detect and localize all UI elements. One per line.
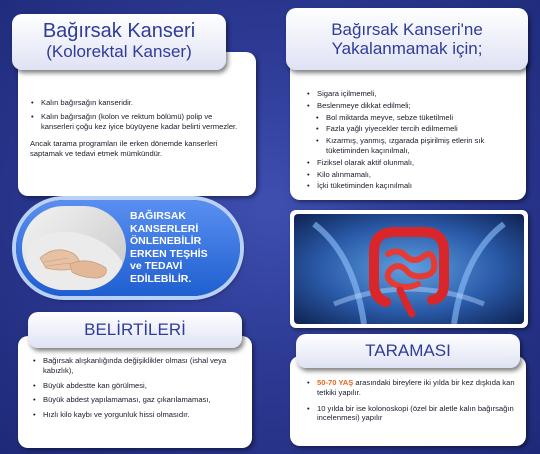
promo-line: ve TEDAVİ <box>130 260 183 272</box>
screening-content <box>306 378 518 427</box>
abdomen-hands-illustration <box>22 206 126 290</box>
promo-line: ÖNLENEBİLİR <box>130 235 202 247</box>
prevention-title-box <box>286 8 528 70</box>
intro-item: • Kalın bağırsağın kanseridir. <box>30 98 246 108</box>
symptom-item: • Bağırsak alışkanlığında değişiklikler olması (ishal veya kabızlık), <box>32 356 244 376</box>
prevention-subitem: • Kızarmış, yanmış, ızgarada pişirilmiş etlerin sık tüketiminden kaçınılmalı, <box>315 136 518 156</box>
age-range-highlight: 50-70 YAŞ <box>317 378 354 387</box>
intro-paragraph: Ancak tarama programları ile erken dönemde kanserleri saptamak ve tedavi etmek mümkündür. <box>30 139 218 159</box>
symptoms-content <box>32 356 244 425</box>
prevention-subtitle: Yakalanmamak için; <box>331 39 483 58</box>
screening-title-box <box>296 334 520 368</box>
screening-item: • 10 yılda bir ise kolonoskopi (özel bir aletle kalın bağırsağın incelenmesi) yapılır <box>306 404 518 424</box>
intestine-image <box>290 210 528 328</box>
symptoms-title-box <box>28 312 242 348</box>
promo-line: BAĞIRSAK <box>130 210 187 222</box>
prevention-title: Bağırsak Kanseri'ne <box>331 20 483 39</box>
prevention-item: • İçki tüketiminden kaçınılmalı <box>306 181 518 191</box>
intro-title-box <box>12 14 226 70</box>
prevention-subitem: • Fazla yağlı yiyecekler tercih edilmemeli <box>315 124 518 134</box>
intro-content <box>30 98 246 159</box>
symptom-item: • Büyük abdestte kan görülmesi, <box>32 381 244 391</box>
promo-text <box>130 210 230 285</box>
screening-title: TARAMASI <box>365 341 451 360</box>
intro-subtitle: (Kolorektal Kanser) <box>46 42 192 61</box>
promo-photo <box>22 206 126 290</box>
symptom-item: • Hızlı kilo kaybı ve yorgunluk hissi olmasıdır. <box>32 410 244 420</box>
prevention-item: • Kilo alınmamalı, <box>306 170 518 180</box>
promo-line: EDİLEBİLİR. <box>130 272 192 285</box>
symptoms-title: BELİRTİLERİ <box>84 320 186 339</box>
screening-item <box>306 378 518 398</box>
promo-line: ERKEN TEŞHİS <box>130 247 208 260</box>
promo-capsule <box>16 200 240 296</box>
screening-item-text: arasındaki bireylere iki yılda bir kez dışkıda kan tetkiki yapılır. <box>317 378 515 397</box>
intro-title: Bağırsak Kanseri <box>42 20 196 42</box>
prevention-item: • Sigara içilmemeli, <box>306 89 518 99</box>
prevention-subitem: • Bol miktarda meyve, sebze tüketilmeli <box>315 113 518 123</box>
prevention-item: • Fiziksel olarak aktif olunmalı, <box>306 158 518 168</box>
symptom-item: • Büyük abdest yapılamaması, gaz çıkarılamaması, <box>32 395 244 405</box>
intro-item: • Kalın bağırsağın (kolon ve rektum bölümü) polip ve kanserleri çoğu kez iyice büyüyene kadar belirti vermezler. <box>30 112 246 132</box>
promo-line: KANSERLERİ <box>130 222 199 235</box>
prevention-content <box>306 89 518 193</box>
prevention-item: • Beslenmeye dikkat edilmeli; <box>306 101 518 111</box>
colon-illustration <box>294 214 524 324</box>
